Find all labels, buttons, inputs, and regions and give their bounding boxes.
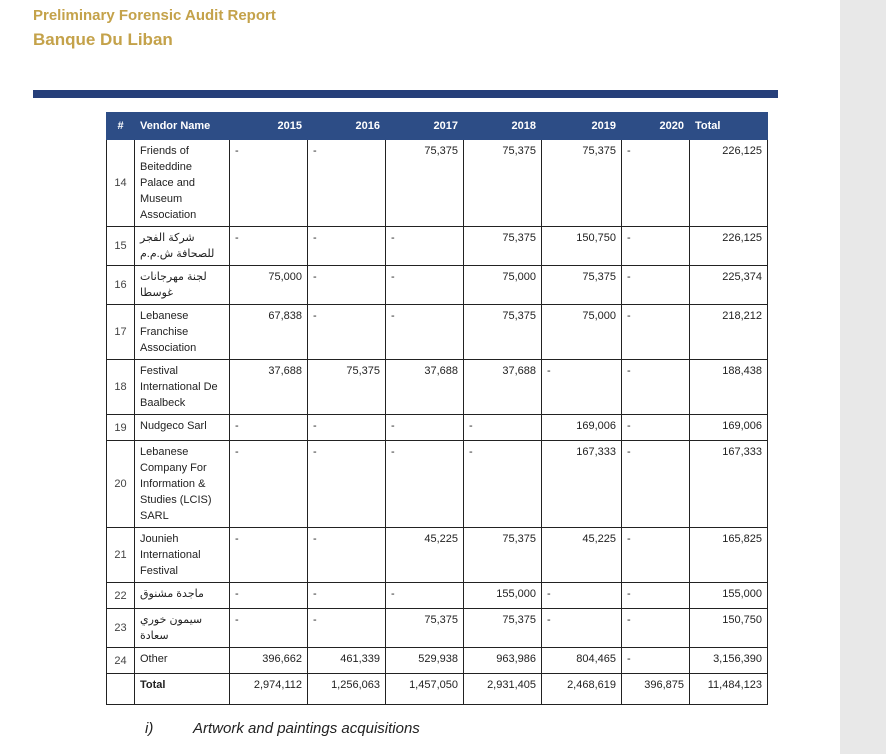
total-2020: 396,875 [622, 674, 690, 705]
row-number: 20 [107, 441, 135, 528]
value-2017: 75,375 [386, 609, 464, 648]
value-total: 3,156,390 [690, 648, 768, 674]
value-2019: - [542, 609, 622, 648]
report-title: Preliminary Forensic Audit Report [33, 7, 276, 24]
total-number [107, 674, 135, 705]
vendor-name: Festival International De Baalbeck [135, 360, 230, 415]
value-2016: - [308, 266, 386, 305]
table-row [107, 583, 768, 609]
value-2019: 169,006 [542, 415, 622, 441]
row-number: 18 [107, 360, 135, 415]
table-row [107, 528, 768, 583]
value-2015: - [230, 583, 308, 609]
vendor-name: لجنة مهرجانات غوسطا [135, 266, 230, 305]
header-2017: 2017 [386, 113, 464, 140]
total-2018: 2,931,405 [464, 674, 542, 705]
value-2018: 75,375 [464, 227, 542, 266]
value-2015: 67,838 [230, 305, 308, 360]
value-2020: - [622, 305, 690, 360]
value-2020: - [622, 609, 690, 648]
row-number: 14 [107, 140, 135, 227]
value-total: 226,125 [690, 140, 768, 227]
total-2017: 1,457,050 [386, 674, 464, 705]
value-2020: - [622, 415, 690, 441]
value-2016: 75,375 [308, 360, 386, 415]
value-2016: - [308, 415, 386, 441]
value-2018: 155,000 [464, 583, 542, 609]
table-row [107, 648, 768, 674]
value-2018: 75,375 [464, 609, 542, 648]
value-2020: - [622, 528, 690, 583]
value-total: 169,006 [690, 415, 768, 441]
value-2017: - [386, 441, 464, 528]
value-2018: 37,688 [464, 360, 542, 415]
value-2020: - [622, 441, 690, 528]
value-2018: - [464, 415, 542, 441]
value-2020: - [622, 227, 690, 266]
value-2016: - [308, 305, 386, 360]
vendor-table [106, 112, 768, 705]
value-2017: - [386, 305, 464, 360]
value-total: 165,825 [690, 528, 768, 583]
value-2018: 963,986 [464, 648, 542, 674]
value-2019: 75,375 [542, 140, 622, 227]
vendor-name: ماجدة مشنوق [135, 583, 230, 609]
vendor-name: Lebanese Company For Information & Studies (LCIS) SARL [135, 441, 230, 528]
value-2016: - [308, 528, 386, 583]
total-2019: 2,468,619 [542, 674, 622, 705]
total-grand: 11,484,123 [690, 674, 768, 705]
value-2020: - [622, 648, 690, 674]
row-number: 24 [107, 648, 135, 674]
vendor-name: Other [135, 648, 230, 674]
header-divider [33, 90, 778, 98]
header-2018: 2018 [464, 113, 542, 140]
value-2016: - [308, 583, 386, 609]
value-2018: - [464, 441, 542, 528]
table-row [107, 609, 768, 648]
value-2015: 75,000 [230, 266, 308, 305]
value-2016: - [308, 441, 386, 528]
value-2019: - [542, 583, 622, 609]
header-total: Total [690, 113, 768, 140]
table-row [107, 227, 768, 266]
total-2015: 2,974,112 [230, 674, 308, 705]
value-2015: - [230, 441, 308, 528]
value-2018: 75,375 [464, 140, 542, 227]
vendor-name: Nudgeco Sarl [135, 415, 230, 441]
value-total: 226,125 [690, 227, 768, 266]
page-margin [840, 0, 886, 754]
value-2019: 150,750 [542, 227, 622, 266]
header-number: # [107, 113, 135, 140]
header-2015: 2015 [230, 113, 308, 140]
report-subtitle: Banque Du Liban [33, 30, 173, 49]
row-number: 23 [107, 609, 135, 648]
value-2018: 75,375 [464, 305, 542, 360]
value-2018: 75,375 [464, 528, 542, 583]
value-2017: - [386, 227, 464, 266]
value-total: 167,333 [690, 441, 768, 528]
value-2017: - [386, 583, 464, 609]
section-marker: i) [145, 720, 154, 737]
value-2018: 75,000 [464, 266, 542, 305]
vendor-name: سيمون خوري سعادة [135, 609, 230, 648]
header-vendor-name: Vendor Name [135, 113, 230, 140]
value-total: 225,374 [690, 266, 768, 305]
value-2020: - [622, 140, 690, 227]
value-2016: - [308, 609, 386, 648]
table-row [107, 441, 768, 528]
value-2015: - [230, 609, 308, 648]
value-total: 218,212 [690, 305, 768, 360]
value-2015: 37,688 [230, 360, 308, 415]
row-number: 21 [107, 528, 135, 583]
table-row [107, 266, 768, 305]
value-2017: 529,938 [386, 648, 464, 674]
vendor-name: Friends of Beiteddine Palace and Museum Association [135, 140, 230, 227]
total-2016: 1,256,063 [308, 674, 386, 705]
table-row [107, 305, 768, 360]
value-2017: 45,225 [386, 528, 464, 583]
value-2019: - [542, 360, 622, 415]
value-2020: - [622, 266, 690, 305]
row-number: 19 [107, 415, 135, 441]
row-number: 16 [107, 266, 135, 305]
value-2020: - [622, 583, 690, 609]
value-2017: 37,688 [386, 360, 464, 415]
value-2015: - [230, 227, 308, 266]
table-row [107, 360, 768, 415]
total-label: Total [135, 674, 230, 705]
value-2019: 45,225 [542, 528, 622, 583]
value-2015: - [230, 528, 308, 583]
table-header-row [107, 113, 768, 140]
table-row [107, 140, 768, 227]
value-total: 188,438 [690, 360, 768, 415]
value-total: 150,750 [690, 609, 768, 648]
section-heading [145, 720, 420, 737]
value-2016: - [308, 140, 386, 227]
value-2017: - [386, 415, 464, 441]
header-2016: 2016 [308, 113, 386, 140]
header-2020: 2020 [622, 113, 690, 140]
table-total-row [107, 674, 768, 705]
header-2019: 2019 [542, 113, 622, 140]
value-2016: - [308, 227, 386, 266]
vendor-name: شركة الفجر للصحافة ش.م.م [135, 227, 230, 266]
table-row [107, 415, 768, 441]
value-2019: 804,465 [542, 648, 622, 674]
value-2019: 75,375 [542, 266, 622, 305]
value-2017: - [386, 266, 464, 305]
row-number: 17 [107, 305, 135, 360]
value-2019: 75,000 [542, 305, 622, 360]
value-2015: 396,662 [230, 648, 308, 674]
row-number: 22 [107, 583, 135, 609]
section-heading-text: Artwork and paintings acquisitions [193, 720, 420, 737]
row-number: 15 [107, 227, 135, 266]
value-2020: - [622, 360, 690, 415]
value-2015: - [230, 415, 308, 441]
value-2019: 167,333 [542, 441, 622, 528]
vendor-name: Lebanese Franchise Association [135, 305, 230, 360]
value-total: 155,000 [690, 583, 768, 609]
value-2017: 75,375 [386, 140, 464, 227]
vendor-name: Jounieh International Festival [135, 528, 230, 583]
value-2016: 461,339 [308, 648, 386, 674]
value-2015: - [230, 140, 308, 227]
